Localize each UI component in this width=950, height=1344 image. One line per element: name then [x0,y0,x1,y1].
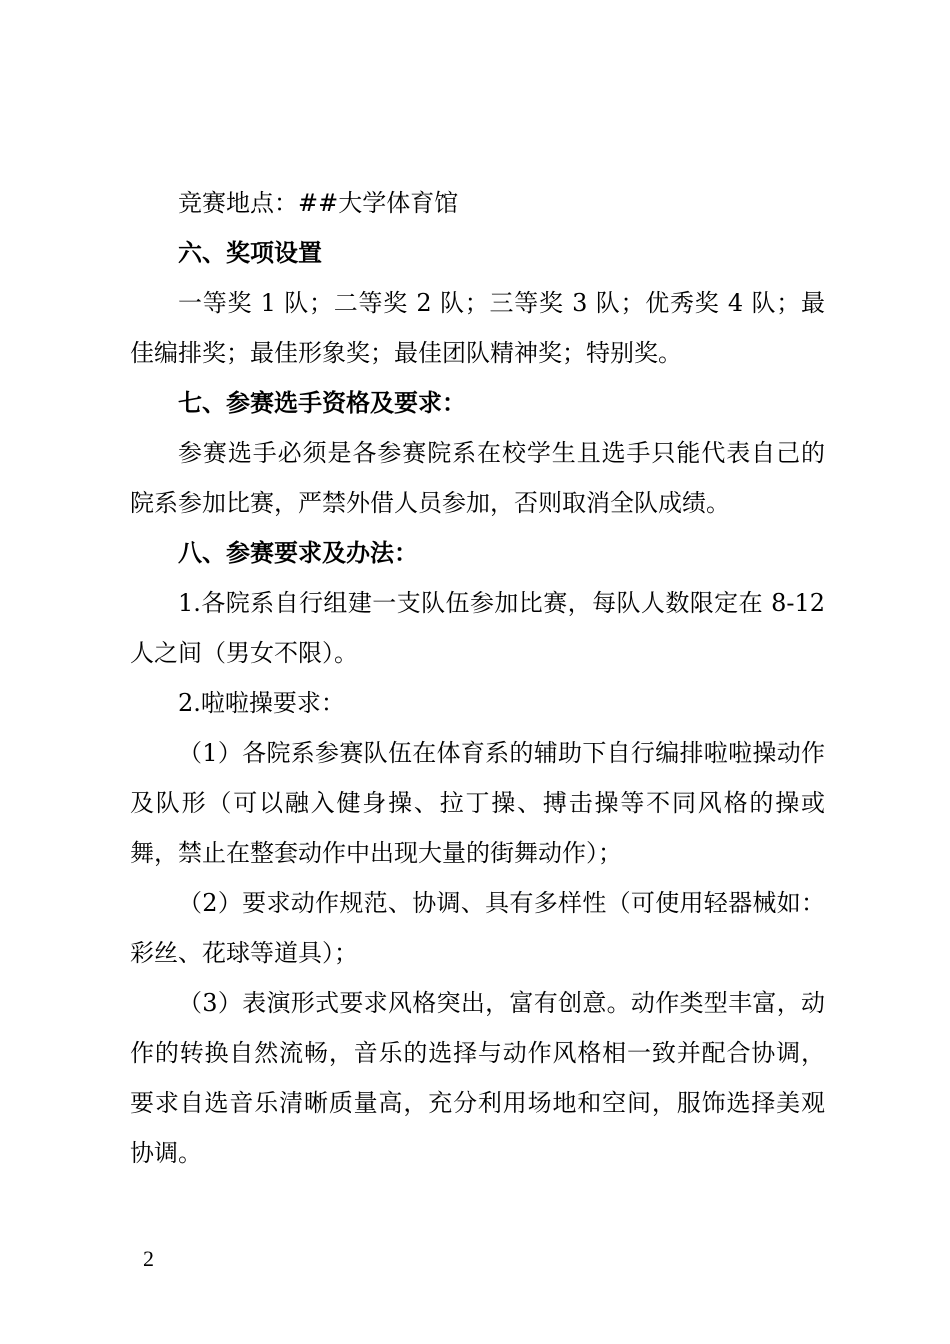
requirement-subitem-1: （1）各院系参赛队伍在体育系的辅助下自行编排啦啦操动作及队形（可以融入健身操、拉丁操、搏击操等不同风格的操或舞，禁止在整套动作中出现大量的街舞动作）； [130,739,825,867]
section-heading-requirements: 八、参赛要求及办法： [178,538,418,567]
requirement-item-1: 1.各院系自行组建一支队伍参加比赛，每队人数限定在 8-12 人之间（男女不限）。 [130,589,825,667]
eligibility-paragraph: 参赛选手必须是各参赛院系在校学生且选手只能代表自己的院系参加比赛，严禁外借人员参加，否则取消全队成绩。 [130,439,825,517]
venue-paragraph: 竞赛地点：##大学体育馆 [178,189,459,217]
awards-paragraph: 一等奖 1 队；二等奖 2 队；三等奖 3 队；优秀奖 4 队；最佳编排奖；最佳形象奖；最佳团队精神奖；特别奖。 [130,289,825,367]
document-body [130,178,825,1178]
requirement-item-2: 2.啦啦操要求： [178,689,345,717]
section-heading-eligibility: 七、参赛选手资格及要求： [178,388,466,417]
requirement-subitem-2: （2）要求动作规范、协调、具有多样性（可使用轻器械如：彩丝、花球等道具）； [130,889,825,967]
section-heading-awards: 六、奖项设置 [178,238,322,267]
page-number: 2 [143,1246,154,1271]
requirement-subitem-3: （3）表演形式要求风格突出，富有创意。动作类型丰富，动作的转换自然流畅，音乐的选择与动作风格相一致并配合协调，要求自选音乐清晰质量高，充分利用场地和空间，服饰选择美观协调。 [130,989,825,1167]
